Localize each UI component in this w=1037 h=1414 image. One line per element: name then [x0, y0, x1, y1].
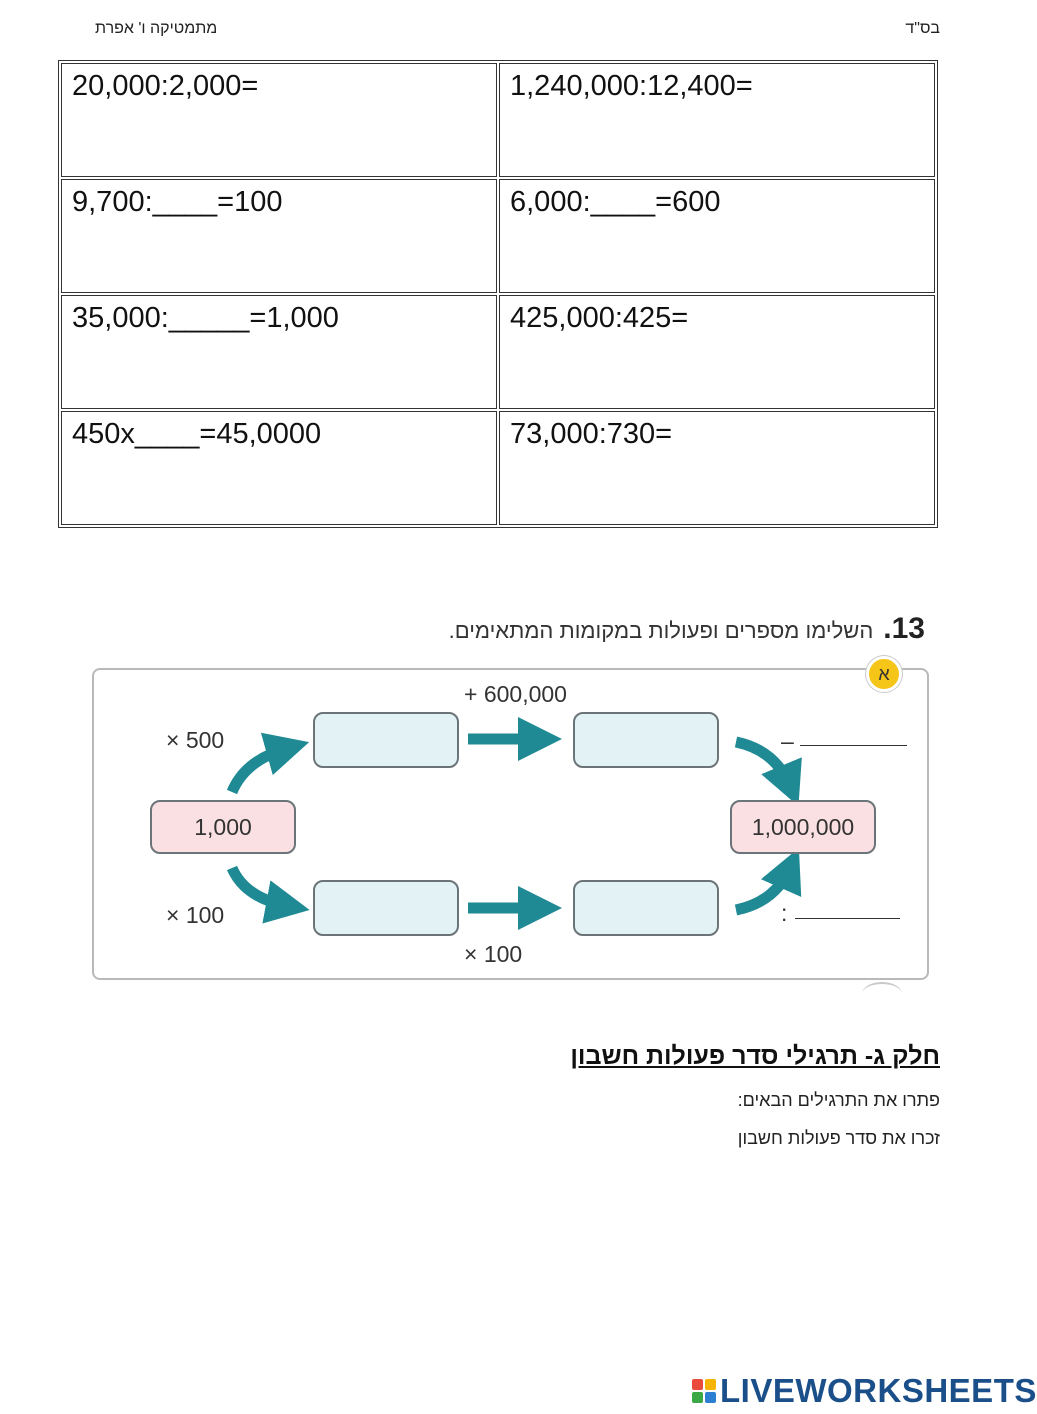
- op-label-top-last: –: [781, 728, 794, 754]
- section-c-instruction-1: פתרו את התרגילים הבאים:: [737, 1090, 940, 1110]
- liveworksheets-logo-text: LIVEWORKSHEETS: [720, 1372, 1037, 1409]
- exercise-cell[interactable]: 9,700:____=100: [61, 179, 497, 293]
- section-c-title: חלק ג- תרגילי סדר פעולות חשבון: [570, 1042, 940, 1070]
- start-value-box: 1,000: [150, 800, 296, 854]
- answer-box-top-1[interactable]: [313, 712, 459, 768]
- question-instruction: השלימו מספרים ופעולות במקומות המתאימים.: [448, 618, 874, 643]
- end-value-box: 1,000,000: [730, 800, 876, 854]
- part-alef-badge: א: [866, 656, 902, 692]
- op-label-bottom-last: :: [781, 900, 788, 926]
- answer-line-top[interactable]: [800, 745, 907, 746]
- answer-box-top-2[interactable]: [573, 712, 719, 768]
- exercise-cell[interactable]: 35,000:_____=1,000: [61, 295, 497, 409]
- header-right-text: בס"ד: [905, 20, 940, 37]
- exercise-cell[interactable]: 20,000:2,000=: [61, 63, 497, 177]
- op-label-top-first: × 500: [166, 727, 225, 753]
- liveworksheets-grid-icon: [692, 1379, 716, 1403]
- op-label-top-middle: + 600,000: [464, 681, 567, 707]
- liveworksheets-logo[interactable]: [692, 1372, 1037, 1410]
- curved-arrow-icon: [232, 868, 288, 906]
- exercise-cell[interactable]: 73,000:730=: [499, 411, 935, 525]
- answer-box-bottom-1[interactable]: [313, 880, 459, 936]
- section-c-instruction-2: זכרו את סדר פעולות חשבון: [737, 1128, 940, 1148]
- exercise-cell[interactable]: 425,000:425=: [499, 295, 935, 409]
- curved-arrow-icon: [232, 748, 288, 792]
- op-label-bottom-first: × 100: [166, 902, 225, 928]
- op-label-bottom-middle: × 100: [464, 941, 523, 967]
- exercise-cell[interactable]: 6,000:____=600: [499, 179, 935, 293]
- header-left-text: מתמטיקה ו' אפרת: [95, 20, 218, 37]
- answer-box-bottom-2[interactable]: [573, 880, 719, 936]
- exercise-cell[interactable]: 1,240,000:12,400=: [499, 63, 935, 177]
- question-number: 13.: [883, 612, 925, 645]
- exercise-cell[interactable]: 450x____=45,0000: [61, 411, 497, 525]
- answer-line-bottom[interactable]: [795, 918, 900, 919]
